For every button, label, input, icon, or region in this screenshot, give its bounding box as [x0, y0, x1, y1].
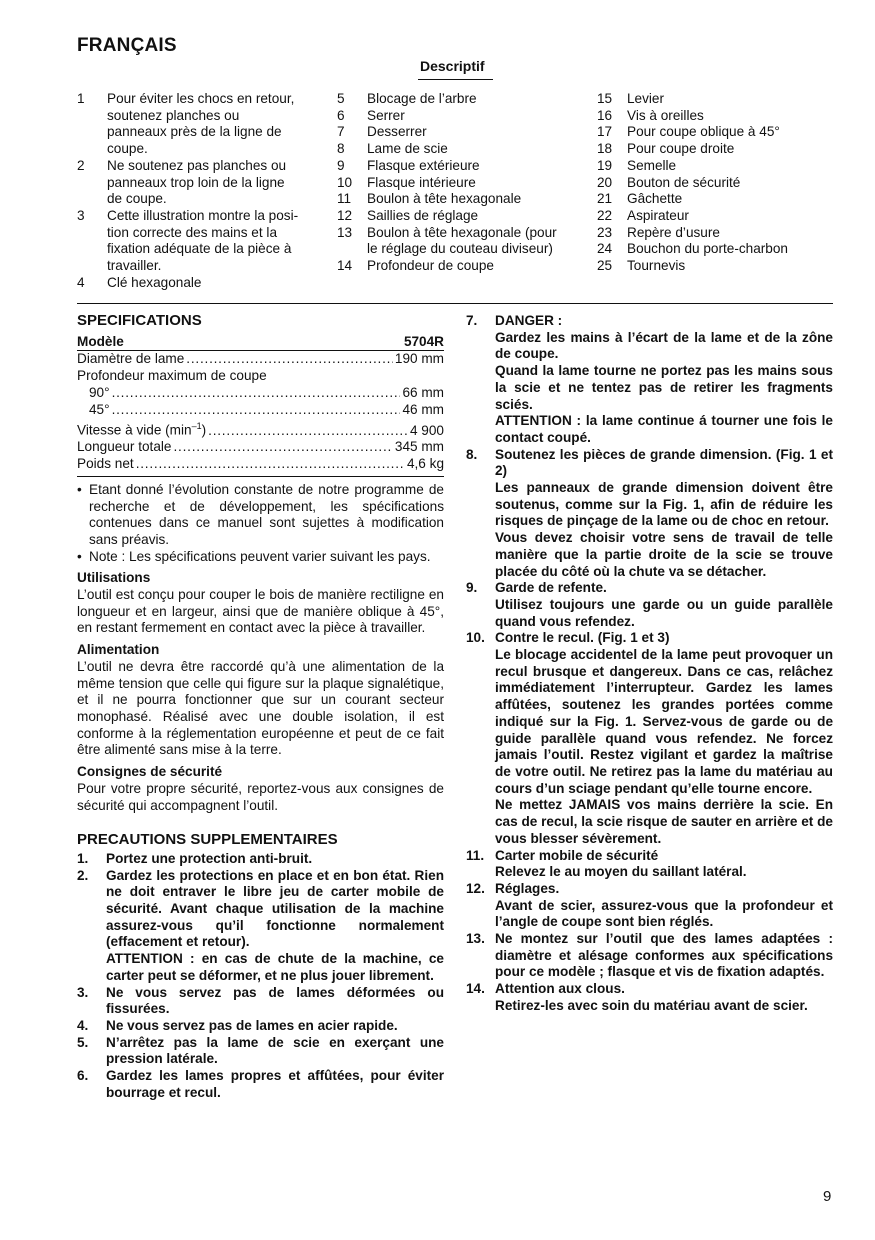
descriptif-item-number: 1: [77, 91, 85, 106]
descriptif-item-number: 21: [597, 191, 613, 207]
descriptif-item-number: 14: [337, 258, 353, 274]
precaution-number: 14.: [466, 981, 485, 997]
precaution-item: [77, 1018, 444, 1035]
precaution-text: Ne vous servez pas de lames déformées ou fissurées.: [106, 984, 444, 1017]
precaution-number: 1.: [77, 850, 89, 866]
precaution-text: Soutenez les pièces de grande dimension. (Fig. 1 et 2) Les panneaux de grande dimension doivent être soutenus, comme sur la Fig. 1, afin de réduire les risques de pinçage de la lame ou de choc en retour. Vous devez choisir votre sens de travail de telle manière que la partie droite de la scie se trouve placée du côté où la chute va se détacher.: [495, 446, 833, 579]
precaution-text: DANGER : Gardez les mains à l’écart de la lame et de la zône de coupe. Quand la lame tourne ne portez pas les mains sous la scie et ne tentez pas de retirer les fragments sciés. ATTENTION : la lame continue á tourner une fois le contact coupé.: [495, 313, 833, 445]
precaution-number: 3.: [77, 984, 89, 1000]
precaution-number: 13.: [466, 931, 485, 947]
descriptif-item-text: Saillies de réglage: [367, 207, 479, 223]
precaution-item: [466, 981, 833, 1014]
spec-label: [77, 418, 206, 439]
precaution-number: 7.: [466, 313, 478, 328]
right-column: [466, 313, 833, 1015]
descriptif-item: [337, 91, 582, 108]
language-heading: FRANÇAIS: [77, 35, 177, 56]
descriptif-item-text: Blocage de l’arbre: [367, 91, 477, 106]
alimentation-text: L’outil ne devra être raccordé qu’à une alimentation de la même tension que celle qui figure sur la plaque signalétique, et il ne pourra fonctionner que sur un courant secteur monophasé. Réalisé avec une double isolation, il est conforme à la réglementation européenne et peut de ce fait être alimenté sans mise à la terre.: [77, 658, 444, 758]
descriptif-item-number: 19: [597, 157, 613, 173]
descriptif-item: [337, 141, 582, 158]
precaution-item: [466, 931, 833, 981]
descriptif-item-text: Levier: [627, 91, 665, 106]
descriptif-title: Descriptif: [420, 58, 485, 74]
precaution-text: Contre le recul. (Fig. 1 et 3) Le blocage accidentel de la lame peut provoquer un recul brusque et dangereux. Dans ce cas, relâchez immédiatement l’interrupteur. Gardez les lames affûtées, soutenez les grandes portées comme indiqué sur la Fig. 1. Servez-vous de garde ou de guide parallèle quand vous refendez. Ne forcez jamais l’outil. Restez vigilant et gardez la maîtrise de votre outil. Ne retirez pas la lame du matériau au cours d’un sciage pendant qu’elle tourne encore. Ne mettez JAMAIS vos mains derrière la scie. En cas de recul, la scie risque de sauter en arrière et de vous blesser sévèrement.: [495, 630, 833, 846]
spec-row-depth-45: [77, 402, 444, 419]
descriptif-item: [597, 91, 833, 108]
spec-row-net-weight: [77, 456, 444, 473]
precaution-number: 6.: [77, 1068, 89, 1084]
precaution-item: [77, 1068, 444, 1101]
precaution-text: Ne vous servez pas de lames en acier rapide.: [106, 1017, 398, 1033]
precaution-number: 4.: [77, 1017, 89, 1033]
precaution-item: [466, 580, 833, 630]
descriptif-item: [77, 208, 312, 275]
bullet-icon: •: [77, 481, 82, 497]
descriptif-item-number: 25: [597, 258, 613, 274]
descriptif-item: [597, 158, 833, 175]
utilisations-heading: Utilisations: [77, 570, 151, 586]
spec-value: 4,6 kg: [406, 456, 444, 472]
precaution-text: Ne montez sur l’outil que des lames adaptées : diamètre et alésage conformes aux spécifications pour ce modèle ; flasque et vis de fixation adaptés.: [495, 931, 833, 980]
spec-leader-dots: [173, 439, 392, 456]
precaution-item: [466, 447, 833, 581]
descriptif-item: [77, 275, 312, 292]
descriptif-item-number: 20: [597, 174, 613, 190]
descriptif-column-1: [77, 91, 312, 291]
descriptif-item-text: Profondeur de coupe: [367, 258, 494, 274]
precaution-number: 11.: [466, 847, 485, 863]
descriptif-item-number: 23: [597, 224, 613, 240]
descriptif-item-number: 7: [337, 124, 345, 140]
precaution-item: [466, 630, 833, 847]
descriptif-item: [597, 191, 833, 208]
descriptif-item-text: Gâchette: [627, 191, 683, 207]
spec-leader-dots: [112, 385, 401, 402]
descriptif-item: [337, 258, 582, 275]
descriptif-item-text: Ne soutenez pas planches ou panneaux trop loin de la ligne de coupe.: [107, 157, 287, 207]
descriptif-item: [597, 141, 833, 158]
descriptif-item-text: Bouchon du porte-charbon: [627, 241, 788, 257]
precaution-item: [77, 985, 444, 1018]
precaution-number: 10.: [466, 630, 485, 646]
descriptif-underline: [418, 79, 493, 80]
utilisations-text: L’outil est conçu pour couper le bois de manière rectiligne en longueur et en largeur, ainsi que de manière oblique à 45°, en restant fermement en contact avec la pièce à travailler.: [77, 587, 444, 636]
descriptif-item-number: 15: [597, 91, 613, 106]
spec-note-text: Etant donné l’évolution constante de notre programme de recherche et de développement, les spécifications contenues dans ce manuel sont sujettes à modification sans préavis.: [89, 481, 444, 547]
descriptif-item-text: Cette illustration montre la posi- tion correcte des mains et la fixation adéquate de la pièce à travailler.: [107, 207, 299, 274]
descriptif-item: [597, 208, 833, 225]
descriptif-item: [597, 241, 833, 258]
precaution-text: Gardez les protections en place et en bon état. Rien ne doit entraver le libre jeu de carter mobile de sécurité. Avant chaque utilisation de la machine assurez-vous qu’il fonctionne normalement (effacement et retour). ATTENTION : en cas de chute de la machine, ce carter peut se déformer, et ne plus jouer librement.: [106, 867, 444, 983]
spec-model-label: Modèle: [77, 333, 124, 349]
descriptif-item-text: Aspirateur: [627, 207, 689, 223]
precaution-text: Gardez les lames propres et affûtées, pour éviter bourrage et recul.: [106, 1068, 444, 1100]
spec-note: [77, 549, 444, 566]
spec-label-prefix: Vitesse à vide (min: [77, 422, 192, 438]
descriptif-item: [337, 108, 582, 125]
precaution-text: N’arrêtez pas la lame de scie en exerçant une pression latérale.: [106, 1034, 444, 1067]
spec-leader-dots: [208, 423, 408, 440]
descriptif-item-text: Flasque intérieure: [367, 174, 476, 190]
spec-value: 66 mm: [402, 384, 444, 400]
descriptif-item-text: Pour éviter les chocs en retour, soutenez planches ou panneaux près de la ligne de coupe.: [107, 91, 295, 157]
descriptif-item-number: 6: [337, 107, 345, 123]
spec-row-overall-length: [77, 439, 444, 456]
descriptif-item: [77, 91, 312, 158]
spec-label: 90°: [89, 384, 110, 400]
spec-leader-dots: [136, 456, 405, 473]
descriptif-item-number: 9: [337, 157, 345, 173]
alimentation-heading: Alimentation: [77, 642, 160, 658]
precaution-item: [466, 848, 833, 881]
consignes-text: Pour votre propre sécurité, reportez-vous aux consignes de sécurité qui accompagnent l’outil.: [77, 780, 444, 813]
precaution-text: Portez une protection anti-bruit.: [106, 850, 313, 866]
descriptif-item-number: 4: [77, 274, 85, 290]
spec-label: Longueur totale: [77, 439, 172, 455]
descriptif-item-text: Pour coupe oblique à 45°: [627, 124, 780, 140]
descriptif-item-text: Lame de scie: [367, 141, 448, 157]
descriptif-item-number: 24: [597, 241, 613, 257]
descriptif-item-text: Pour coupe droite: [627, 141, 735, 157]
precaution-number: 8.: [466, 446, 478, 462]
descriptif-item: [597, 258, 833, 275]
spec-row-no-load-speed: [77, 418, 444, 439]
descriptif-item-number: 10: [337, 174, 353, 190]
spec-model-value: 5704R: [403, 333, 444, 349]
spec-label-superscript: –1: [191, 421, 202, 432]
descriptif-item-number: 3: [77, 207, 85, 223]
descriptif-item: [337, 124, 582, 141]
descriptif-item-number: 8: [337, 141, 345, 157]
precaution-item: [466, 881, 833, 931]
precautions-heading: PRECAUTIONS SUPPLEMENTAIRES: [77, 831, 338, 849]
precaution-number: 5.: [77, 1034, 89, 1050]
spec-row-depth-90: [77, 385, 444, 402]
descriptif-item-text: Flasque extérieure: [367, 157, 480, 173]
descriptif-item: [337, 175, 582, 192]
descriptif-item: [337, 208, 582, 225]
spec-value: 46 mm: [402, 401, 444, 417]
descriptif-item-number: 12: [337, 207, 353, 223]
spec-value: 4 900: [409, 422, 444, 438]
descriptif-item-number: 2: [77, 157, 85, 173]
bullet-icon: •: [77, 548, 82, 564]
page-number: 9: [823, 1188, 832, 1205]
descriptif-item-text: Boulon à tête hexagonale (pour le réglage du couteau diviseur): [367, 224, 557, 257]
spec-note-text: Note : Les spécifications peuvent varier suivant les pays.: [89, 548, 431, 564]
descriptif-item-text: Semelle: [627, 157, 677, 173]
descriptif-item-text: Desserrer: [367, 124, 427, 140]
descriptif-item-text: Tournevis: [627, 258, 686, 274]
descriptif-item-number: 17: [597, 124, 613, 140]
descriptif-item: [597, 225, 833, 242]
specifications-heading: SPECIFICATIONS: [77, 312, 202, 329]
precaution-text: Carter mobile de sécurité Relevez le au moyen du saillant latéral.: [495, 847, 747, 880]
spec-label: 45°: [89, 401, 110, 417]
descriptif-item-text: Boulon à tête hexagonale: [367, 191, 522, 207]
spec-note: [77, 482, 444, 549]
left-column: [77, 313, 444, 1101]
descriptif-item-text: Repère d’usure: [627, 224, 720, 240]
spec-leader-dots: [112, 402, 401, 419]
descriptif-item: [597, 108, 833, 125]
descriptif-item-number: 22: [597, 207, 613, 223]
spec-label-suffix: ): [201, 422, 207, 438]
precaution-text: Attention aux clous. Retirez-les avec soin du matériau avant de scier.: [495, 981, 808, 1013]
precaution-text: Garde de refente. Utilisez toujours une garde ou un guide parallèle quand vous refendez.: [495, 580, 833, 629]
spec-notes: [77, 482, 444, 566]
spec-label: Poids net: [77, 456, 134, 472]
spec-leader-dots: [186, 351, 393, 368]
precaution-number: 2.: [77, 867, 89, 883]
descriptif-item-text: Bouton de sécurité: [627, 174, 741, 190]
spec-row-blade-diameter: [77, 351, 444, 368]
descriptif-item-text: Vis à oreilles: [627, 107, 704, 123]
descriptif-item-number: 13: [337, 224, 353, 240]
descriptif-column-3: [597, 91, 833, 275]
descriptif-item: [337, 191, 582, 208]
spec-label: Diamètre de lame: [77, 351, 185, 367]
descriptif-column-2: [337, 91, 582, 275]
precaution-number: 9.: [466, 580, 478, 596]
precaution-text: Réglages. Avant de scier, assurez-vous que la profondeur et l’angle de coupe sont bien réglés.: [495, 880, 833, 930]
descriptif-item-text: Clé hexagonale: [107, 274, 202, 290]
spec-value: 190 mm: [394, 351, 444, 367]
precaution-item: [77, 1035, 444, 1068]
precautions-list-left: [77, 851, 444, 1102]
descriptif-item: [337, 225, 582, 258]
descriptif-item: [597, 175, 833, 192]
section-divider: [77, 303, 833, 304]
spec-model-row: [77, 334, 444, 351]
descriptif-item: [597, 124, 833, 141]
spec-max-depth-label: Profondeur maximum de coupe: [77, 368, 267, 384]
descriptif-item-number: 18: [597, 141, 613, 157]
descriptif-item: [337, 158, 582, 175]
precaution-item: [77, 868, 444, 985]
spec-footer-rule: [77, 476, 444, 477]
precaution-number: 12.: [466, 880, 485, 896]
consignes-heading: Consignes de sécurité: [77, 764, 223, 780]
descriptif-item-number: 5: [337, 91, 345, 106]
precaution-item: [77, 851, 444, 868]
descriptif-item-number: 16: [597, 107, 613, 123]
descriptif-item-text: Serrer: [367, 107, 405, 123]
precaution-item: [466, 313, 833, 447]
descriptif-item-number: 11: [337, 191, 352, 207]
spec-value: 345 mm: [394, 439, 444, 455]
descriptif-item: [77, 158, 312, 208]
